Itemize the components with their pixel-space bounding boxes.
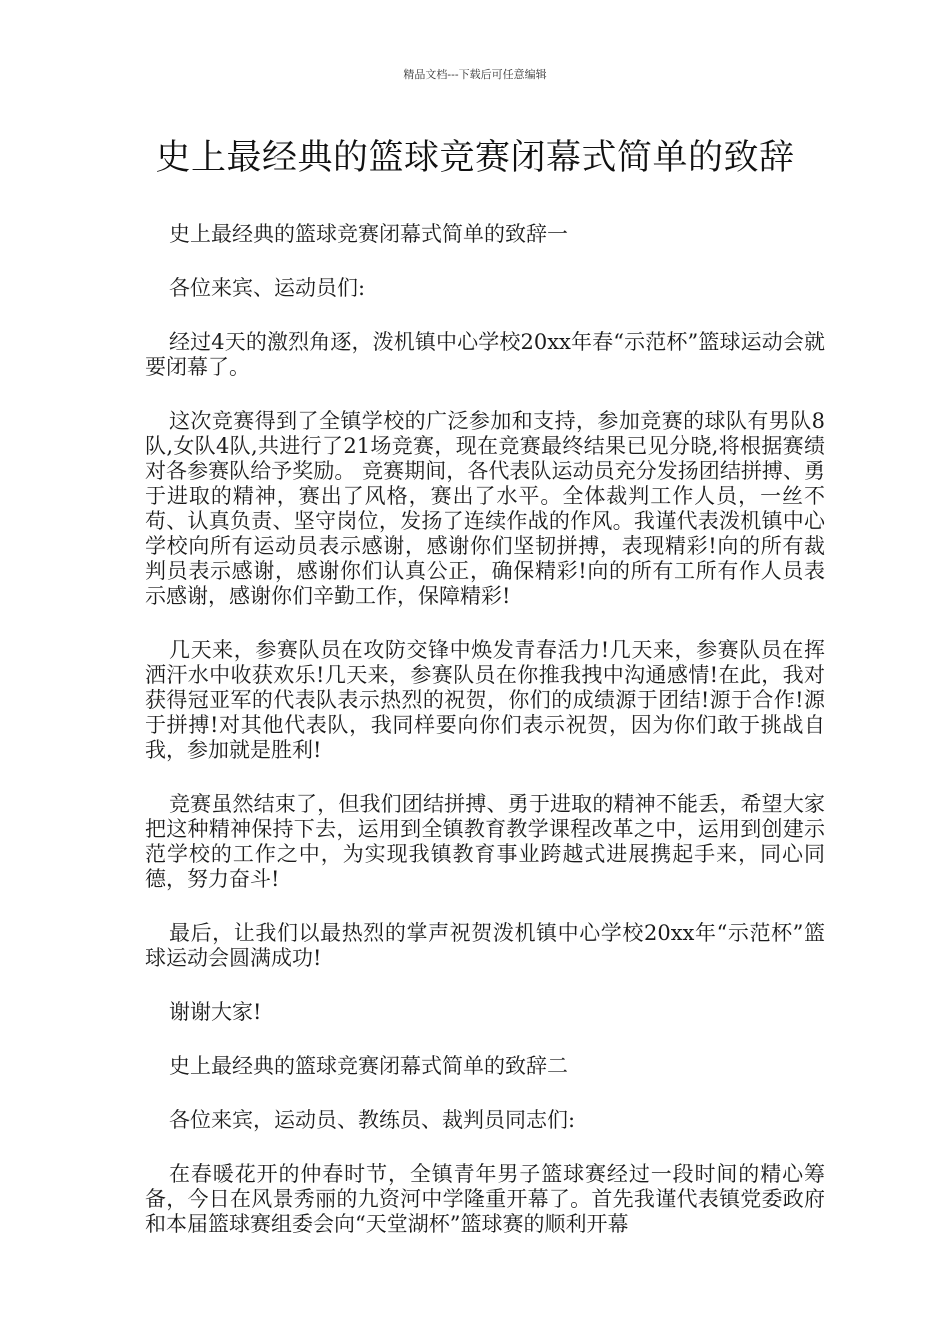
paragraph: 这次竞赛得到了全镇学校的广泛参加和支持，参加竞赛的球队有男队8队,女队4队,共进行了21场竞赛，现在竞赛最终结果已见分晓,将根据赛绩对各参赛队给予奖励。 竞赛期间，各代表队运动员充分发扬团结拼搏、勇于进取的精神，赛出了风格，赛出了水平。全体裁判工作人员，一丝不苟、认真负责、坚守岗位，发扬了连续作战的作风。我谨代表泼机镇中心学校向所有运动员表示感谢，感谢你们坚韧拼搏，表现精彩!向的所有裁判员表示感谢，感谢你们认真公正，确保精彩!向的所有工所有作人员表示感谢，感谢你们辛勤工作，保障精彩! bbox=[145, 409, 825, 608]
paragraph: 在春暖花开的仲春时节，全镇青年男子篮球赛经过一段时间的精心筹备，今日在风景秀丽的九资河中学隆重开幕了。首先我谨代表镇党委政府和本届篮球赛组委会向“天堂湖杯”篮球赛的顺利开幕 bbox=[145, 1162, 825, 1236]
paragraph: 经过4天的激烈角逐，泼机镇中心学校20xx年春“示范杯”篮球运动会就要闭幕了。 bbox=[145, 330, 825, 379]
document-body bbox=[145, 222, 825, 1266]
document-title: 史上最经典的篮球竞赛闭幕式简单的致辞 bbox=[155, 138, 795, 178]
section-heading-2: 史上最经典的篮球竞赛闭幕式简单的致辞二 bbox=[169, 1054, 568, 1078]
section-heading-1: 史上最经典的篮球竞赛闭幕式简单的致辞一 bbox=[169, 222, 568, 246]
salutation-1: 各位来宾、运动员们: bbox=[169, 276, 366, 300]
paragraph: 几天来，参赛队员在攻防交锋中焕发青春活力!几天来，参赛队员在挥洒汗水中收获欢乐!几天来，参赛队员在你推我拽中沟通感情!在此，我对获得冠亚军的代表队表示热烈的祝贺，你们的成绩源于团结!源于合作!源于拼搏!对其他代表队，我同样要向你们表示祝贺，因为你们敢于挑战自我，参加就是胜利! bbox=[145, 638, 825, 762]
paragraph: 最后，让我们以最热烈的掌声祝贺泼机镇中心学校20xx年“示范杯”篮球运动会圆满成功! bbox=[145, 921, 825, 970]
paragraph: 竞赛虽然结束了，但我们团结拼搏、勇于进取的精神不能丢，希望大家把这种精神保持下去，运用到全镇教育教学课程改革之中，运用到创建示范学校的工作之中，为实现我镇教育事业跨越式进展携起手来，同心同德，努力奋斗! bbox=[145, 792, 825, 891]
closing-thanks: 谢谢大家! bbox=[169, 1000, 262, 1024]
salutation-2: 各位来宾，运动员、教练员、裁判员同志们: bbox=[169, 1108, 576, 1132]
header-note: 精品文档---下载后可任意编辑 bbox=[403, 68, 547, 81]
